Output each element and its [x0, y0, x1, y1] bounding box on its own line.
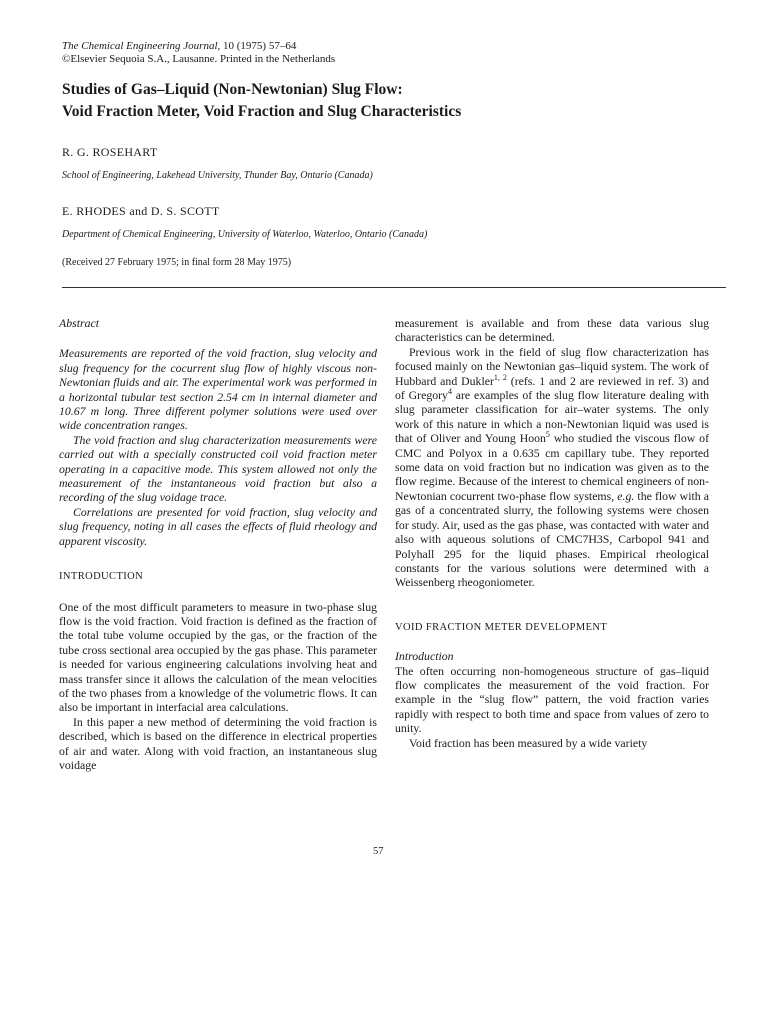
text-segment: Previous work in the field of slug flow characterization has focused mainly on the Newtonian gas–liquid system. The work of Hubbard and Dukler: [395, 344, 709, 388]
paper-title: [62, 79, 722, 123]
abstract-paragraph: The void fraction and slug characterization measurements were carried out with a specially constructed coil void fraction meter operating in a capacitive mode. This system allowed not only the measurement of the instantaneous void fraction but also a recording of the slug voidage trace.: [59, 432, 377, 505]
text-segment: the flow with a gas of a concentrated slurry, the following systems were chosen for study. Air, used as the gas phase, was contacted with water and also with aqueous solutions of CMC7H3S, Carbopol 941 and Polyhall 295 for the liquid phases. Empirical rheological constants for the various solutions were determined with a Weissenberg rheogoniometer.: [395, 488, 709, 590]
journal-issue: 10 (1975) 57–64: [220, 40, 297, 52]
copyright-line: ©Elsevier Sequoia S.A., Lausanne. Printed in the Netherlands: [62, 53, 336, 65]
text-segment: are examples of the slug flow literature dealing with slug parameter classification for air–water systems. The only work of this nature in which a non-Newtonian liquid was used is that of Oliver and Young Hoon: [395, 388, 709, 446]
right-column: [395, 316, 709, 750]
page-number: 57: [373, 846, 384, 857]
abstract-paragraph: Correlations are presented for void fraction, slug velocity and slug frequency, noting in all cases the effects of fluid rheology and apparent viscosity.: [59, 504, 377, 548]
author-rhodes-scott: E. RHODES and D. S. SCOTT: [62, 204, 220, 218]
introduction-paragraph: One of the most difficult parameters to measure in two-phase slug flow is the void fraction. Void fraction is defined as the fraction of the total tube volume occupied by the gas, or the fraction of the tube cross sectional area occupied by the gas phase. This parameter is needed for various engineering calculations involving heat and mass transfer since it allows the calculation of the mean velocities of the two phases from a knowledge of the volumetric flows. It can also be important in interfacial area calculations.: [59, 599, 377, 715]
left-column: [59, 316, 377, 772]
text-segment-italic: e.g.: [617, 488, 635, 503]
citation-ref: 1, 2: [493, 372, 507, 382]
subsection-heading: Introduction: [395, 649, 454, 664]
continuation-paragraph: measurement is available and from these data various slug characteristics can be determined.: [395, 316, 709, 345]
previous-work-paragraph: [395, 345, 709, 590]
affiliation-waterloo: Department of Chemical Engineering, University of Waterloo, Waterloo, Ontario (Canada): [62, 229, 428, 240]
abstract-heading: Abstract: [59, 316, 99, 330]
citation-ref: 5: [545, 430, 550, 440]
body-paragraph: The often occurring non-homogeneous structure of gas–liquid flow complicates the measurement of the void fraction. For example in the “slug flow” pattern, the void fraction varies rapidly with respect to both time and space from values of zero to unity.: [395, 663, 709, 736]
title-line-1: Studies of Gas–Liquid (Non-Newtonian) Slug Flow:: [62, 81, 403, 98]
text-segment: (refs. 1 and 2 are reviewed in ref. 3) and of Gregory: [395, 373, 710, 403]
introduction-paragraph: In this paper a new method of determining the void fraction is described, which is based on the difference in electrical properties of air and water. Along with void fraction, an instantaneous slug voidage: [59, 714, 377, 772]
body-paragraph: Void fraction has been measured by a wide variety: [409, 735, 648, 750]
header-divider: [62, 287, 726, 288]
title-line-2: Void Fraction Meter, Void Fraction and Slug Characteristics: [62, 103, 462, 120]
citation-ref: 4: [447, 387, 452, 397]
text-segment: who studied the viscous flow of CMC and Polyox in a 0.635 cm capillary tube. They reported some data on void fraction but no indication was given as to the flow regime. Because of the interest to chemical engineers of non-Newtonian cocurrent two-phase flow systems,: [395, 431, 709, 503]
received-dates: (Received 27 February 1975; in final form 28 May 1975): [62, 257, 292, 268]
affiliation-lakehead: School of Engineering, Lakehead University, Thunder Bay, Ontario (Canada): [62, 170, 373, 181]
introduction-heading: INTRODUCTION: [59, 571, 144, 583]
journal-name: The Chemical Engineering Journal,: [62, 40, 221, 52]
journal-citation: [62, 40, 722, 66]
author-rosehart: R. G. ROSEHART: [62, 145, 158, 159]
section-heading: VOID FRACTION METER DEVELOPMENT: [395, 621, 608, 633]
abstract-paragraph: Measurements are reported of the void fraction, slug velocity and slug frequency for the cocurrent slug flow of highly viscous non-Newtonian fluids and air. The experimental work was performed in a horizontal tubular test section 2.54 cm in internal diameter and 10.67 m long. Three different polymer solutions were used over wide concentration ranges.: [59, 346, 377, 433]
